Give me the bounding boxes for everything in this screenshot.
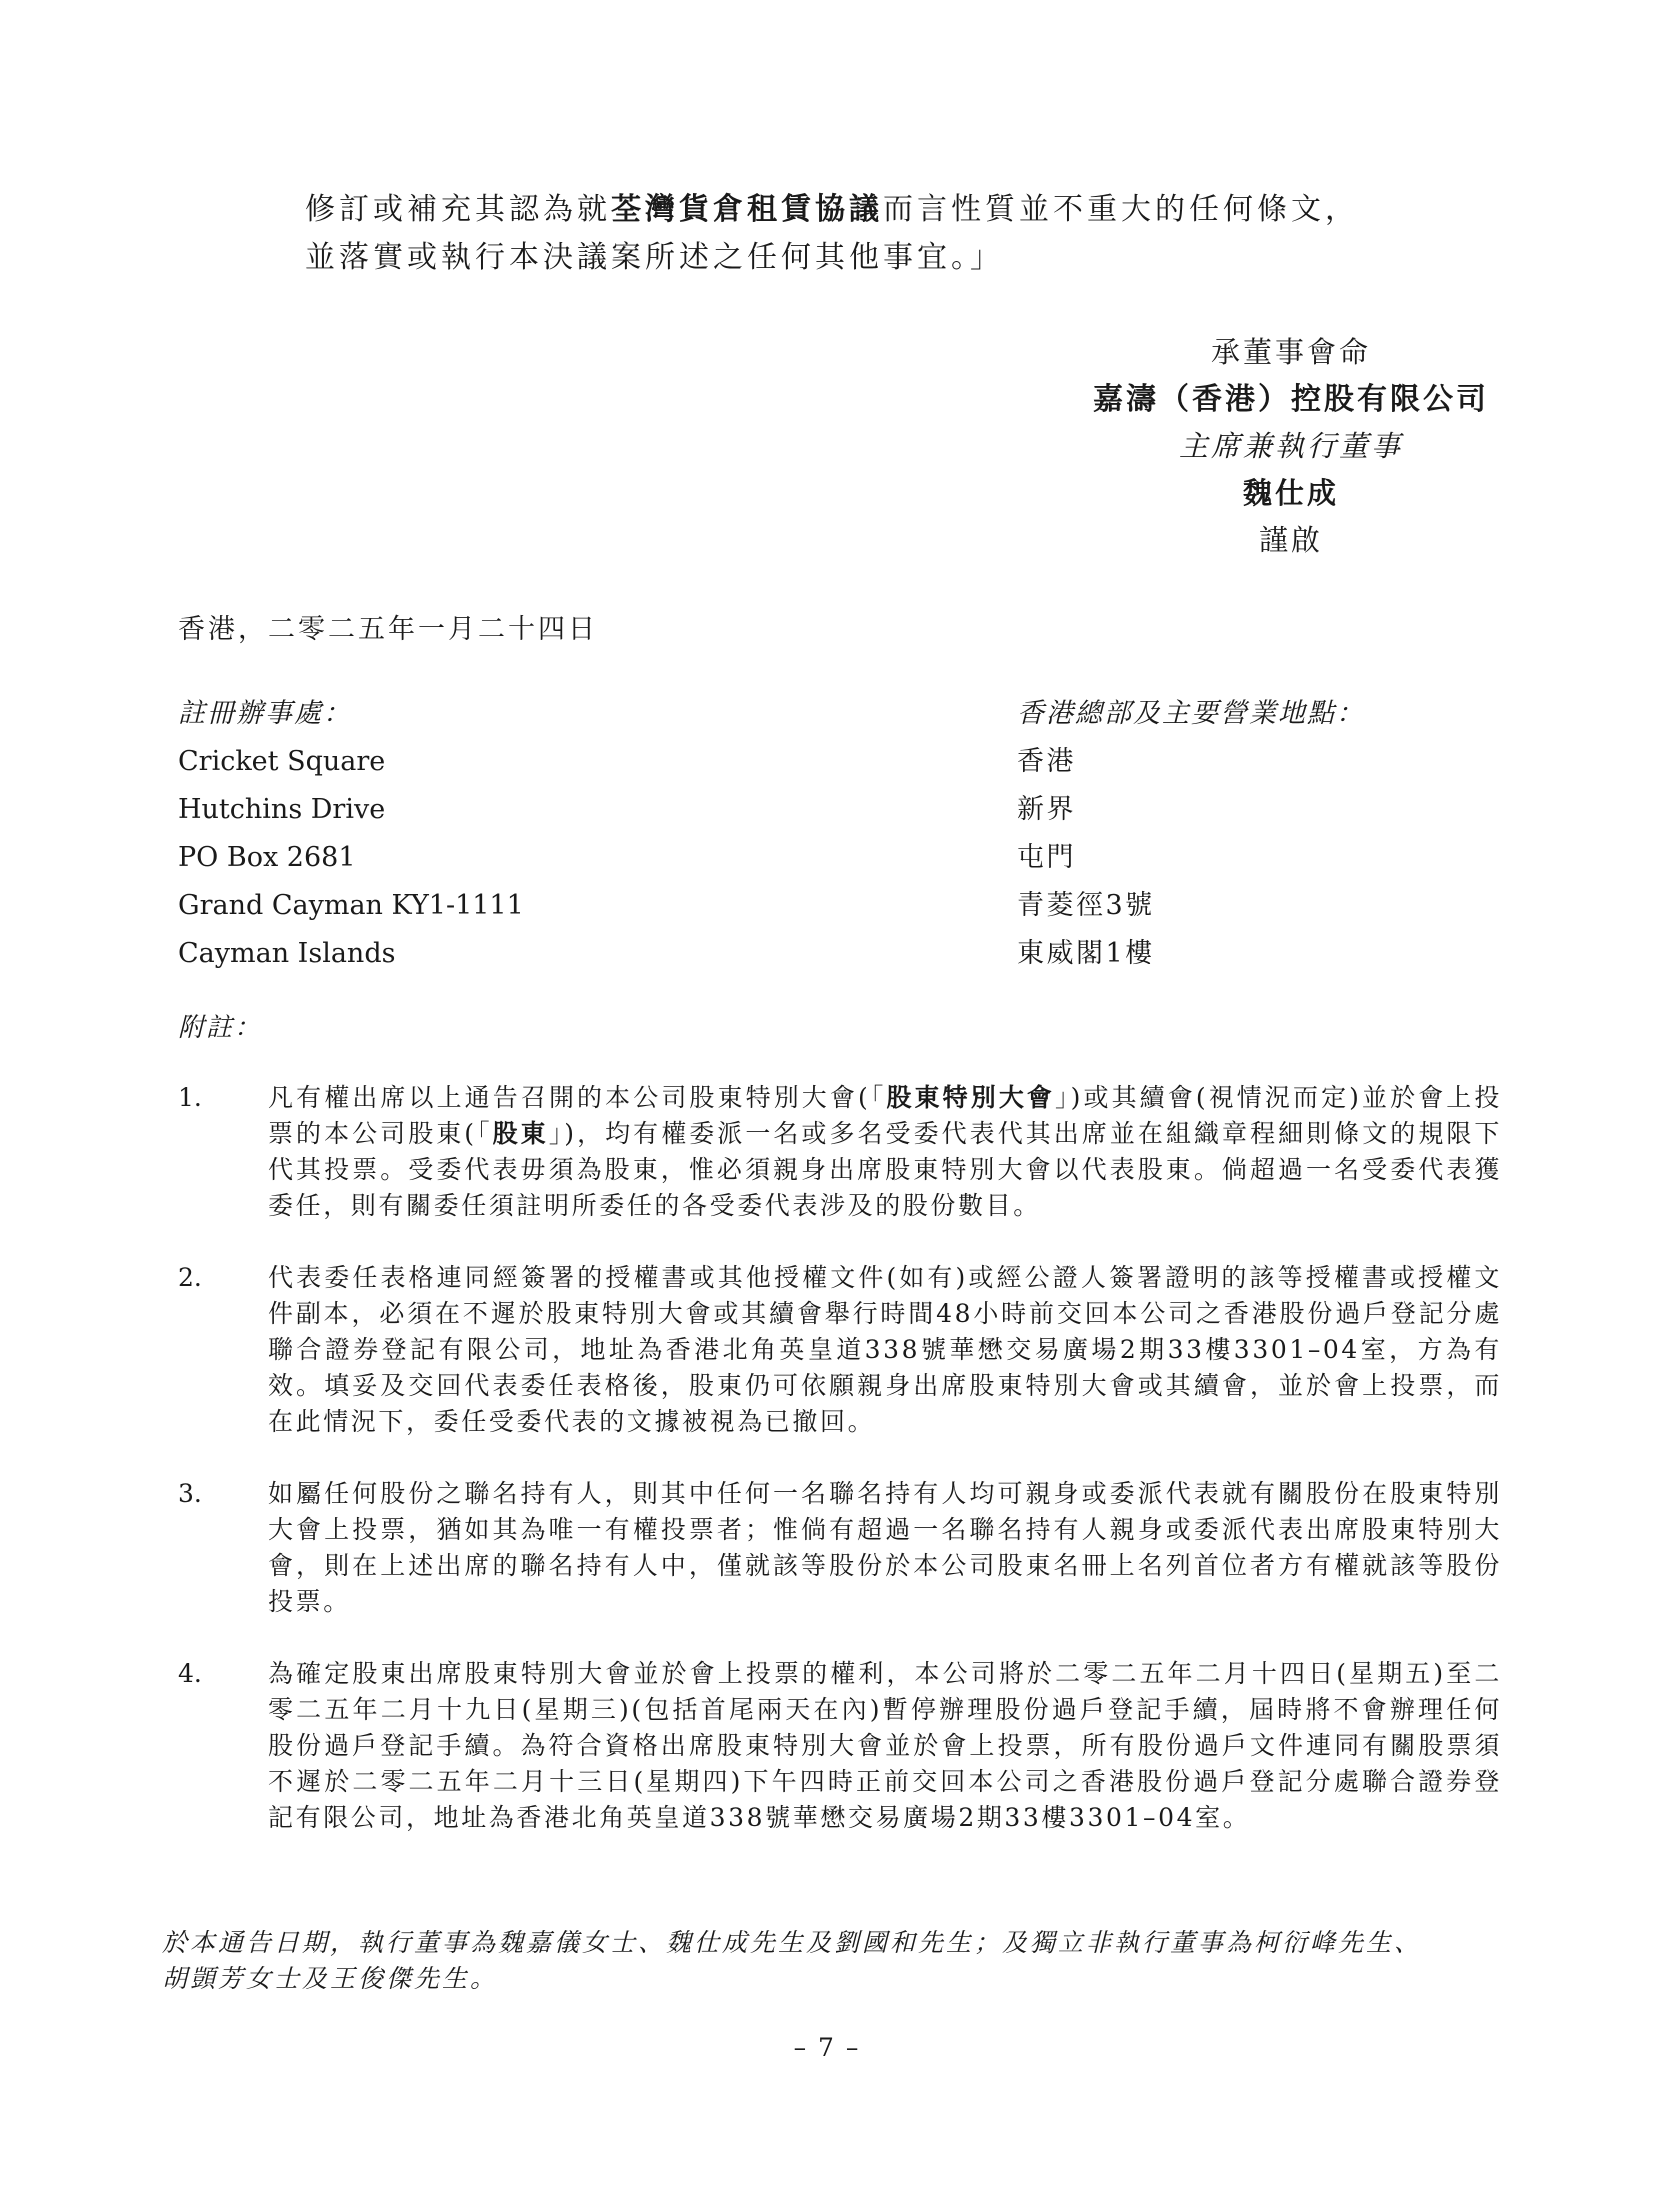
note-number: 3. xyxy=(178,1479,202,1508)
defined-term-bold: 股東 xyxy=(492,1119,549,1148)
address-line: Cricket Square xyxy=(178,746,386,777)
signature-block xyxy=(1041,329,1541,564)
note-number: 1. xyxy=(178,1083,202,1112)
registered-office-heading: 註冊辦事處： xyxy=(178,698,352,729)
by-order-of-board: 承董事會命 xyxy=(1210,335,1371,369)
address-line: 青菱徑3號 xyxy=(1017,890,1155,921)
directors-note-line-2: 胡顗芳女士及王俊傑先生。 xyxy=(162,1964,499,1993)
signer-name: 魏仕成 xyxy=(1242,476,1339,510)
address-line: Grand Cayman KY1-1111 xyxy=(178,890,524,921)
note-number: 2. xyxy=(178,1263,202,1292)
resolution-paragraph xyxy=(305,186,1359,282)
note-text-segment: 」)，均有權委派一名或多名受委代表代其出席並在組織章程細則條文的規限下代其投票。受委代表毋須為股東，惟必須親身出席股東特別大會以代表股東。倘超過一名受委代表獲委任，則有關委任須註明所委任的各受委代表涉及的股份數目。 xyxy=(268,1119,1503,1220)
address-line: 屯門 xyxy=(1017,842,1076,873)
note-item xyxy=(178,1476,1502,1620)
note-text-segment: 」)或其續會(視情況而定)並於會上投票的本公司股東(「 xyxy=(268,1083,1503,1148)
directors-note-line-1: 於本通告日期，執行董事為魏嘉儀女士、魏仕成先生及劉國和先生；及獨立非執行董事為柯衍峰先生、 xyxy=(162,1928,1423,1957)
hk-office-heading: 香港總部及主要營業地點： xyxy=(1017,698,1365,729)
address-line: Hutchins Drive xyxy=(178,794,386,825)
notes-list xyxy=(178,1080,1502,1872)
resolution-line-1 xyxy=(305,186,1359,234)
note-item xyxy=(178,1080,1502,1224)
page-number: – 7 – xyxy=(793,2033,861,2062)
note-text xyxy=(268,1656,1502,1836)
resolution-text-pre: 修訂或補充其認為就 xyxy=(305,192,611,227)
notes-heading: 附註： xyxy=(178,1013,263,1043)
company-name: 嘉濤（香港）控股有限公司 xyxy=(1093,382,1489,417)
directors-note xyxy=(162,1925,1422,1997)
address-line: Cayman Islands xyxy=(178,938,396,969)
signature-closing: 謹啟 xyxy=(1258,523,1323,557)
address-line: 東威閣1樓 xyxy=(1017,938,1155,969)
address-line: 香港 xyxy=(1017,746,1076,777)
defined-term-bold: 股東特別大會 xyxy=(886,1083,1056,1112)
note-text xyxy=(268,1476,1502,1620)
address-line: PO Box 2681 xyxy=(178,842,356,873)
signer-title: 主席兼執行董事 xyxy=(1178,429,1403,463)
date-line: 香港，二零二五年一月二十四日 xyxy=(178,614,598,645)
note-text xyxy=(268,1260,1502,1440)
note-text xyxy=(268,1080,1502,1224)
agreement-name-bold: 荃灣貨倉租賃協議 xyxy=(611,192,883,227)
note-text-segment: 凡有權出席以上通告召開的本公司股東特別大會(「 xyxy=(268,1083,887,1112)
note-item xyxy=(178,1656,1502,1836)
registered-office-block xyxy=(178,690,524,978)
note-text-segment: 代表委任表格連同經簽署的授權書或其他授權文件(如有)或經公證人簽署證明的該等授權書或授權文件副本，必須在不遲於股東特別大會或其續會舉行時間48小時前交回本公司之香港股份過戶登記分處聯合證券登記有限公司，地址為香港北角英皇道338號華懋交易廣場2期33樓3301–04室，方為有效。填妥及交回代表委任表格後，股東仍可依願親身出席股東特別大會或其續會，並於會上投票，而在此情況下，委任受委代表的文據被視為已撤回。 xyxy=(268,1263,1502,1436)
note-number: 4. xyxy=(178,1659,202,1688)
resolution-line-2: 並落實或執行本決議案所述之任何其他事宜。」 xyxy=(305,240,1004,275)
note-text-segment: 為確定股東出席股東特別大會並於會上投票的權利，本公司將於二零二五年二月十四日(星期五)至二零二五年二月十九日(星期三)(包括首尾兩天在內)暫停辦理股份過戶登記手續，屆時將不會辦理任何股份過戶登記手續。為符合資格出席股東特別大會並於會上投票，所有股份過戶文件連同有關股票須不遲於二零二五年二月十三日(星期四)下午四時正前交回本公司之香港股份過戶登記分處聯合證券登記有限公司，地址為香港北角英皇道338號華懋交易廣場2期33樓3301–04室。 xyxy=(268,1659,1502,1832)
note-text-segment: 如屬任何股份之聯名持有人，則其中任何一名聯名持有人均可親身或委派代表就有關股份在股東特別大會上投票，猶如其為唯一有權投票者；惟倘有超過一名聯名持有人親身或委派代表出席股東特別大會，則在上述出席的聯名持有人中，僅就該等股份於本公司股東名冊上名列首位者方有權就該等股份投票。 xyxy=(268,1479,1502,1616)
note-item xyxy=(178,1260,1502,1440)
hk-office-block xyxy=(1017,690,1365,978)
resolution-text-post: 而言性質並不重大的任何條文， xyxy=(883,192,1359,227)
address-line: 新界 xyxy=(1017,794,1076,825)
